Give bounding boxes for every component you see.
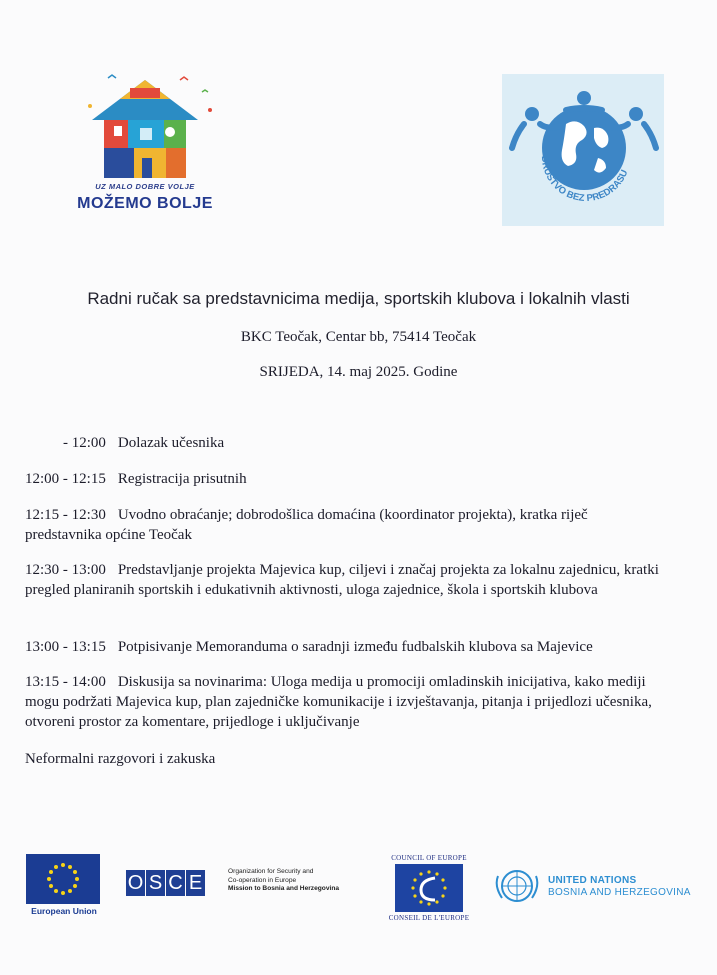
- drustvo-bez-predrasuda-logo: [502, 74, 664, 226]
- agenda-time: 13:00 - 13:15: [25, 639, 106, 655]
- logo-name: MOŽEMO BOLJE: [77, 195, 213, 212]
- logo-arc-text: DRUŠTVO BEZ PREDRASU: [538, 155, 631, 205]
- osce-line: Organization for Security and: [228, 868, 314, 875]
- globe-people-icon: [502, 74, 664, 226]
- event-location: BKC Teočak, Centar bb, 75414 Teočak: [240, 329, 477, 345]
- agenda-item: [63, 433, 703, 453]
- osce-text: [228, 868, 368, 894]
- osce-letters: [126, 870, 206, 896]
- coe-emblem-icon: [395, 864, 463, 912]
- house-icon: [60, 66, 230, 184]
- coe-top-label: COUNCIL OF EUROPE: [391, 854, 467, 862]
- agenda-item: [25, 469, 665, 489]
- osce-line: Mission to Bosnia and Herzegovina: [228, 885, 340, 892]
- agenda-item: [25, 637, 665, 657]
- agenda-item: [25, 672, 665, 732]
- agenda-time: 12:15 - 12:30: [25, 507, 106, 523]
- osce-line: Co-operation in Europe: [228, 876, 297, 884]
- eu-logo: [24, 854, 102, 920]
- eu-flag-icon: [26, 854, 100, 904]
- agenda-text: Diskusija sa novinarima: Uloga medija u promociji omladinskih inicijativa, kako mediji mogu podržati Majevica kup, plan zajedničke komunikacije i izvještavanja, pitanja i prijedlozi učesnika, otvoreni prostor za komentare, prijedloge i uključivanje: [25, 674, 652, 730]
- un-emblem-icon: [494, 866, 540, 906]
- osce-letter: O: [127, 872, 144, 894]
- osce-logo: [126, 868, 366, 908]
- closing-note: Neformalni razgovori i zakuska: [25, 751, 216, 767]
- agenda-item: [25, 505, 665, 545]
- agenda-text: Potpisivanje Memoranduma o saradnji između fudbalskih klubova sa Majevice: [117, 639, 593, 655]
- agenda-text: Dolazak učesnika: [117, 435, 225, 451]
- page-title: Radni ručak sa predstavnicima medija, sportskih klubova i lokalnih vlasti: [87, 289, 630, 308]
- osce-letter: E: [186, 870, 205, 896]
- coe-bottom-label: CONSEIL DE L'EUROPE: [388, 914, 470, 922]
- un-line2: BOSNIA AND HERZEGOVINA: [548, 887, 691, 898]
- osce-letter: S: [146, 870, 165, 896]
- logo-tagline: UZ MALO DOBRE VOLJE: [95, 182, 195, 191]
- eu-label: European Union: [31, 906, 97, 916]
- council-of-europe-logo: [386, 854, 472, 924]
- agenda-time: - 12:00: [63, 435, 106, 451]
- agenda-item: [25, 560, 665, 600]
- event-date: SRIJEDA, 14. maj 2025. Godine: [259, 364, 458, 380]
- osce-letter: C: [166, 870, 185, 896]
- mozemo-bolje-logo: [60, 66, 230, 216]
- agenda-text: Uvodno obraćanje; dobrodošlica domaćina (koordinator projekta), kratka riječ predstavnika općine Teočak: [25, 507, 588, 543]
- agenda-time: 12:30 - 13:00: [25, 562, 106, 578]
- agenda-time: 12:00 - 12:15: [25, 471, 106, 487]
- agenda-text: Registracija prisutnih: [117, 471, 247, 487]
- agenda-text: Predstavljanje projekta Majevica kup, ciljevi i značaj projekta za lokalnu zajednicu, kratki pregled planiranih sportskih i edukativnih aktivnosti, uloga zajednice, škola i sportskih klubova: [25, 562, 659, 598]
- un-line1: UNITED NATIONS: [548, 875, 637, 886]
- agenda-time: 13:15 - 14:00: [25, 674, 106, 690]
- united-nations-logo: [494, 866, 704, 906]
